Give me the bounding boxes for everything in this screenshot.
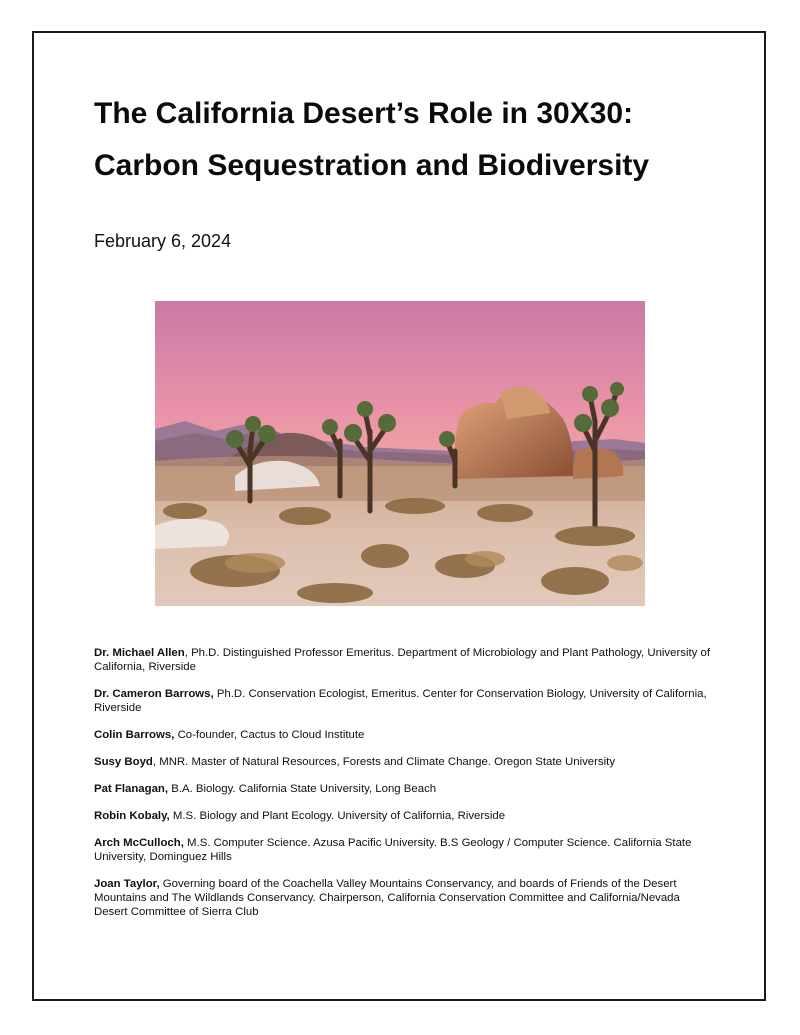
author-details: MNR. Master of Natural Resources, Forests and Climate Change. Oregon State University <box>159 756 616 768</box>
author-entry <box>94 728 714 742</box>
author-entry <box>94 782 714 796</box>
author-details: Governing board of the Coachella Valley Mountains Conservancy, and boards of Friends of the Desert Mountains and The Wildlands Conservancy. Chairperson, California Conservation Committee and California/Nevada Desert Committee of Sierra Club <box>94 878 680 918</box>
title-line-2: Carbon Sequestration and Biodiversity <box>94 149 650 182</box>
author-name: Joan Taylor, <box>94 878 160 890</box>
author-details: B.A. Biology. California State University, Long Beach <box>171 783 437 795</box>
author-entry: Susy Boyd, MNR. Master of Natural Resources, Forests and Climate Change. Oregon State University <box>94 756 616 768</box>
author-entry <box>94 687 714 715</box>
document-date: February 6, 2024 <box>94 231 232 251</box>
author-details: Co-founder, Cactus to Cloud Institute <box>177 729 365 741</box>
author-list <box>94 646 714 932</box>
author-entry: Dr. Michael Allen, Ph.D. Distinguished Professor Emeritus. Department of Microbiology and Plant Pathology, University of California, Riverside <box>94 647 711 673</box>
author-name: Robin Kobaly, <box>94 810 170 822</box>
author-entry <box>94 836 714 864</box>
author-entry <box>94 877 714 919</box>
author-details: Ph.D. Conservation Ecologist, Emeritus. Center for Conservation Biology, University of California, Riverside <box>94 688 707 714</box>
author-name: Pat Flanagan, <box>94 783 169 795</box>
document-title <box>94 88 734 192</box>
author-name: Arch McCulloch, <box>94 837 184 849</box>
author-details: M.S. Biology and Plant Ecology. University of California, Riverside <box>172 810 506 822</box>
cover-photo <box>155 301 645 606</box>
author-entry <box>94 809 714 823</box>
title-line-1: The California Desert’s Role in 30X30: <box>94 97 634 130</box>
author-name: Dr. Cameron Barrows, <box>94 688 214 700</box>
author-details: Ph.D. Distinguished Professor Emeritus. Department of Microbiology and Plant Pathology, University of California, Riverside <box>94 647 711 673</box>
author-details: M.S. Computer Science. Azusa Pacific University. B.S Geology / Computer Science. California State University, Dominguez Hills <box>94 837 692 863</box>
author-name: Dr. Michael Allen <box>94 647 185 659</box>
author-name: Susy Boyd <box>94 756 153 768</box>
author-name: Colin Barrows, <box>94 729 175 741</box>
